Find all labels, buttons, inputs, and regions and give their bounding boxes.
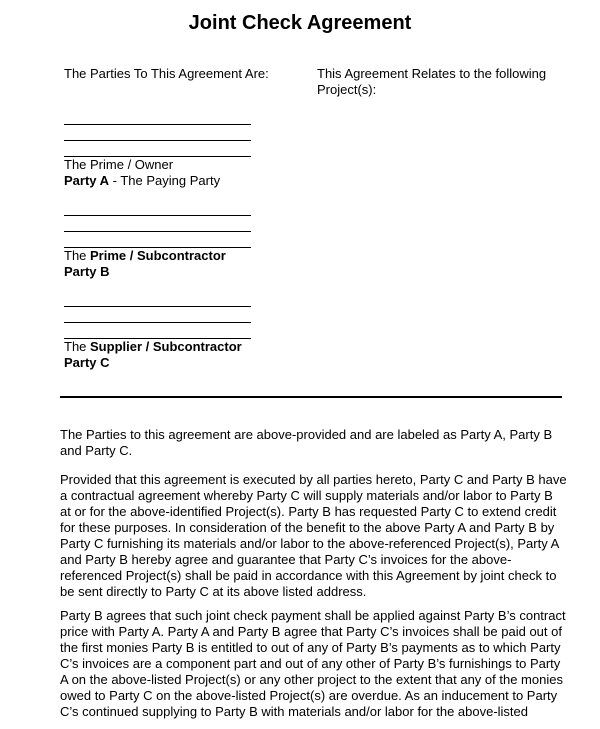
paragraph-line: Party C furnishing its materials and/or labor to the above-referenced Project(s), Party A [60,536,560,551]
party-b-role-line [64,248,226,264]
party-c-blank-line[interactable] [64,306,251,307]
party-a-blank-line[interactable] [64,124,251,125]
party-a-label-line [64,173,220,189]
party-c-label: Party C [64,355,110,370]
paragraph-line: and Party C. [60,443,133,458]
parties-heading: The Parties To This Agreement Are: [64,66,269,81]
party-b-role: Prime / Subcontractor [90,248,226,263]
party-b-blank-line[interactable] [64,231,251,232]
paragraph-line: for these purposes. In consideration of the benefit to the above Party A and Party B by [60,520,555,535]
party-c-prefix: The [64,339,91,354]
party-a-label: Party A [64,173,110,188]
paragraph-parties [60,427,552,459]
party-a-blank-line[interactable] [64,140,251,141]
paragraph-line: C’s invoices are a component part and out of any other of Party B’s furnishings to Party [60,656,561,671]
paragraph-party-b-agrees [60,608,566,720]
party-c-role: Supplier / Subcontractor [90,339,242,354]
party-c-blank-line[interactable] [64,322,251,323]
paragraph-line: and Party B hereby agree and guarantee that Party C’s invoices for the above- [60,552,512,567]
paragraph-line: Provided that this agreement is executed by all parties hereto, Party C and Party B have [60,472,567,487]
paragraph-line: Party B agrees that such joint check payment shall be applied against Party B’s contract [60,608,566,623]
party-b-label: Party B [64,264,110,279]
project-heading-line1: This Agreement Relates to the following [317,66,547,81]
paragraph-line: price with Party A. Party A and Party B agree that Party C’s invoices shall be paid out of [60,624,562,639]
paragraph-line: C’s continued supplying to Party B with materials and/or labor for the above-listed [60,704,529,719]
paragraph-provided [60,472,567,600]
party-a-description: - The Paying Party [109,173,221,188]
paragraph-line: A on the above-listed Project(s) or any other project to the extent that any of the monies [60,672,563,687]
party-b-prefix: The [64,248,91,263]
section-divider [60,396,562,398]
paragraph-line: The Parties to this agreement are above-provided and are labeled as Party A, Party B [60,427,553,442]
paragraph-line: be sent directly to Party C at its above listed address. [60,584,367,599]
party-c-role-line [64,339,242,355]
document-title: Joint Check Agreement [188,12,412,34]
project-heading-line2: Project(s): [317,82,377,97]
paragraph-line: at or for the above-identified Project(s). Party B has requested Party C to extend credit [60,504,557,519]
paragraph-line: referenced Project(s) shall be paid in accordance with this Agreement by joint check to [60,568,557,583]
party-a-role: The Prime / Owner [64,157,174,172]
paragraph-line: a contractual agreement whereby Party C will supply materials and/or labor to Party B [60,488,553,503]
paragraph-line: the first monies Party B is entitled to out of any of Party B’s payments as to which Party [60,640,561,655]
paragraph-line: owed to Party C on the above-listed Project(s) are overdue. As an inducement to Party [60,688,558,703]
party-b-blank-line[interactable] [64,215,251,216]
